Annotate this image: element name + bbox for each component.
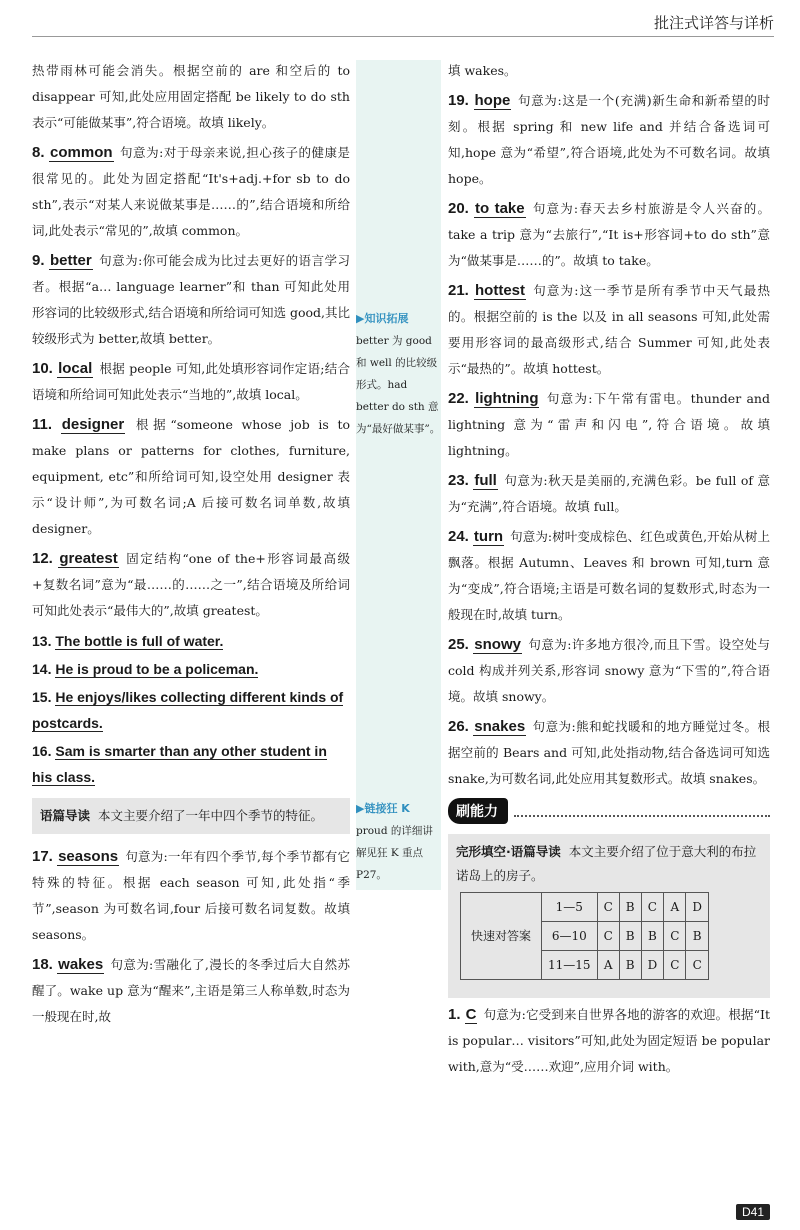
answer-item-22	[448, 386, 770, 464]
item-explanation: 固定结构“one of the+形容词最高级+复数名词”意为“最……的……之一”,结合语境及所给词可知此处表示“最伟大的”,故填 greatest。	[32, 551, 350, 618]
item-number: 8.	[32, 144, 45, 161]
item-number: 26.	[448, 718, 469, 735]
item-number: 16.	[32, 743, 52, 759]
item-answer: lightning	[475, 390, 539, 407]
item-number: 25.	[448, 636, 469, 653]
item-number: 11.	[32, 416, 53, 433]
guide-text: 本文主要介绍了位于意大利的布拉诺岛上的房子。	[456, 844, 757, 883]
item-number: 24.	[448, 528, 469, 545]
sentence-answer: The bottle is full of water.	[55, 633, 224, 649]
table-cell: B	[686, 922, 709, 951]
answer-item-11	[32, 412, 350, 542]
side-tip-title: ▶知识拓展	[356, 312, 409, 325]
right-intro-paragraph: 填 wakes。	[448, 63, 517, 78]
sentence-item-13	[32, 628, 350, 654]
item-answer: designer	[61, 416, 125, 433]
item-number: 17.	[32, 848, 53, 865]
sentence-item-16	[32, 738, 350, 790]
answer-item-21	[448, 278, 770, 382]
item-explanation: 句意为:对于母亲来说,担心孩子的健康是很常见的。此处为固定搭配“It's+adj.+for sb to do sth”,表示“对某人来说做某事是……的”,结合语境和所给词,此处表示“常见的”,故填 common。	[32, 145, 350, 238]
item-answer: wakes	[58, 956, 104, 973]
item-explanation: 句意为:雪融化了,漫长的冬季过后大自然苏醒了。wake up 意为“醒来”,主语是第三人称单数,时态为一般现在时,故	[32, 957, 350, 1024]
item-answer: snakes	[474, 718, 526, 735]
row-range: 1—5	[542, 893, 598, 922]
answer-item-23	[448, 468, 770, 520]
item-number: 18.	[32, 956, 53, 973]
sentence-answer: Sam is smarter than any other student in his class.	[32, 743, 327, 785]
item-explanation: 句意为:秋天是美丽的,充满色彩。be full of 意为“充满”,符合语境。故填 full。	[448, 473, 770, 514]
sentence-answer: He enjoys/likes collecting different kinds of postcards.	[32, 689, 344, 731]
quick-answer-label: 快速对答案	[461, 893, 542, 980]
left-column	[32, 58, 350, 1034]
table-cell: C	[641, 893, 664, 922]
table-cell: B	[619, 893, 641, 922]
side-tip-text: proud 的详细讲解见狂 K 重点 P27。	[356, 825, 433, 881]
side-tip-title: ▶链接狂 K	[356, 802, 410, 815]
right-column	[448, 58, 770, 1084]
item-number: 21.	[448, 282, 469, 299]
item-explanation: 句意为:熊和蛇找暖和的地方睡觉过冬。根据空前的 Bears and 可知,此处指动物,结合备选词可知选 snake,为可数名词,此处应用其复数形式。故填 snakes。	[448, 719, 770, 786]
item-number: 13.	[32, 633, 52, 649]
answer-item-20	[448, 196, 770, 274]
sentence-item-15	[32, 684, 350, 736]
item-explanation: 句意为:树叶变成棕色、红色或黄色,开始从树上飘落。根据 Autumn、Leaves 和 brown 可知,turn 意为“变成”,符合语境;主语是可数名词的复数形式,时态为一般现在时,故填 turn。	[448, 529, 770, 622]
table-cell: B	[619, 951, 641, 980]
table-cell: B	[619, 922, 641, 951]
item-explanation: 句意为:一年有四个季节,每个季节都有它特殊的特征。根据 each season 可知,此处指“季节”,season 为可数名词,four 后接可数名词复数。故填 seasons。	[32, 849, 350, 942]
item-number: 22.	[448, 390, 469, 407]
item-number: 1.	[448, 1006, 461, 1023]
guide-label: 语篇导读	[40, 808, 91, 823]
answer-item-24	[448, 524, 770, 628]
header-divider	[32, 36, 774, 37]
table-cell: D	[686, 893, 709, 922]
answer-item-cloze-1	[448, 1002, 770, 1080]
item-explanation: 句意为:这一季节是所有季节中天气最热的。根据空前的 is the 以及 in all seasons 可知,此处需要用形容词的最高级形式,结合 Summer 可知,此处表示“最热的”。故填 hottest。	[448, 283, 770, 376]
item-answer: better	[49, 252, 92, 269]
item-number: 14.	[32, 661, 52, 677]
side-notes-strip	[356, 60, 441, 890]
left-intro-paragraph: 热带雨林可能会消失。根据空前的 are 和空后的 to disappear 可知,此处应用固定搭配 be likely to do sth 表示“可能做某事”,符合语境。故填 likely。	[32, 63, 350, 130]
item-answer: seasons	[58, 848, 119, 865]
item-explanation: 句意为:许多地方很冷,而且下雪。设空处与 cold 构成并列关系,形容词 snowy 意为“下雪的”,符合语境。故填 snowy。	[448, 637, 770, 704]
answer-item-8	[32, 140, 350, 244]
answer-item-9	[32, 248, 350, 352]
item-answer: snowy	[474, 636, 521, 653]
dotted-divider	[514, 805, 770, 817]
answer-item-18	[32, 952, 350, 1030]
answer-item-25	[448, 632, 770, 710]
item-answer: C	[465, 1006, 477, 1023]
item-explanation: 根据 people 可知,此处填形容词作定语;结合语境和所给词可知此处表示“当地的”,故填 local。	[32, 361, 350, 402]
table-cell: A	[597, 951, 619, 980]
reading-guide-box	[448, 834, 770, 998]
item-answer: local	[58, 360, 93, 377]
sentence-answer: He is proud to be a policeman.	[55, 661, 259, 677]
side-tip-text: better 为 good 和 well 的比较级形式。had better do sth 意为“最好做某事”。	[356, 335, 441, 435]
section-banner	[448, 798, 770, 824]
side-tip-link	[356, 798, 441, 886]
answer-item-26	[448, 714, 770, 792]
item-number: 10.	[32, 360, 53, 377]
table-row	[461, 893, 709, 922]
section-banner-label: 刷能力	[448, 798, 508, 824]
item-answer: hope	[474, 92, 511, 109]
item-answer: common	[50, 144, 113, 161]
item-explanation: 句意为:它受到来自世界各地的游客的欢迎。根据“It is popular… visitors”可知,此处为固定短语 be popular with,意为“受……欢迎”,应用介词 with。	[448, 1007, 770, 1074]
item-answer: turn	[473, 528, 504, 545]
row-range: 11—15	[542, 951, 598, 980]
page-number: D41	[736, 1204, 770, 1220]
item-answer: full	[474, 472, 497, 489]
reading-guide-box	[32, 798, 350, 834]
item-answer: to take	[475, 200, 525, 217]
guide-label: 完形填空·语篇导读	[456, 844, 561, 859]
item-number: 20.	[448, 200, 469, 217]
item-explanation: 句意为:下午常有雷电。thunder and lightning 意为“雷声和闪电”,符合语境。故填 lightning。	[448, 391, 770, 458]
item-number: 12.	[32, 550, 53, 567]
item-explanation: 根据“someone whose job is to make plans or patterns for clothes, furniture, equipment, etc”和所给词可知,设空处用 designer 表示“设计师”,为可数名词;A 后接可数名词单数,故填 designer。	[32, 417, 350, 536]
table-cell: C	[597, 922, 619, 951]
table-cell: C	[597, 893, 619, 922]
item-number: 19.	[448, 92, 469, 109]
table-cell: B	[641, 922, 664, 951]
item-number: 9.	[32, 252, 45, 269]
item-answer: hottest	[475, 282, 526, 299]
table-cell: A	[664, 893, 686, 922]
table-cell: C	[664, 951, 686, 980]
item-number: 15.	[32, 689, 52, 705]
item-explanation: 句意为:这是一个(充满)新生命和新希望的时刻。根据 spring 和 new life and 并结合备选词可知,hope 意为“希望”,符合语境,此处为不可数名词。故填 hope。	[448, 93, 771, 186]
answer-item-10	[32, 356, 350, 408]
table-cell: C	[664, 922, 686, 951]
item-answer: greatest	[59, 550, 118, 567]
item-explanation: 句意为:春天去乡村旅游是令人兴奋的。take a trip 意为“去旅行”,“It is+形容词+to do sth”意为“做某事是……的”。故填 to take。	[448, 201, 770, 268]
table-cell: D	[641, 951, 664, 980]
guide-text: 本文主要介绍了一年中四个季节的特征。	[97, 808, 323, 823]
item-explanation: 句意为:你可能会成为比过去更好的语言学习者。根据“a… language learner”和 than 可知此处用形容词的比较级形式,结合语境和所给词可知选 good,其比较级形式为 better,故填 better。	[32, 253, 350, 346]
page-header-title: 批注式详答与详析	[653, 14, 774, 32]
answer-item-12	[32, 546, 350, 624]
table-cell: C	[686, 951, 709, 980]
row-range: 6—10	[542, 922, 598, 951]
side-tip-knowledge	[356, 308, 441, 440]
item-number: 23.	[448, 472, 469, 489]
quick-answer-table	[460, 892, 709, 980]
sentence-item-14	[32, 656, 350, 682]
answer-item-17	[32, 844, 350, 948]
answer-item-19	[448, 88, 770, 192]
